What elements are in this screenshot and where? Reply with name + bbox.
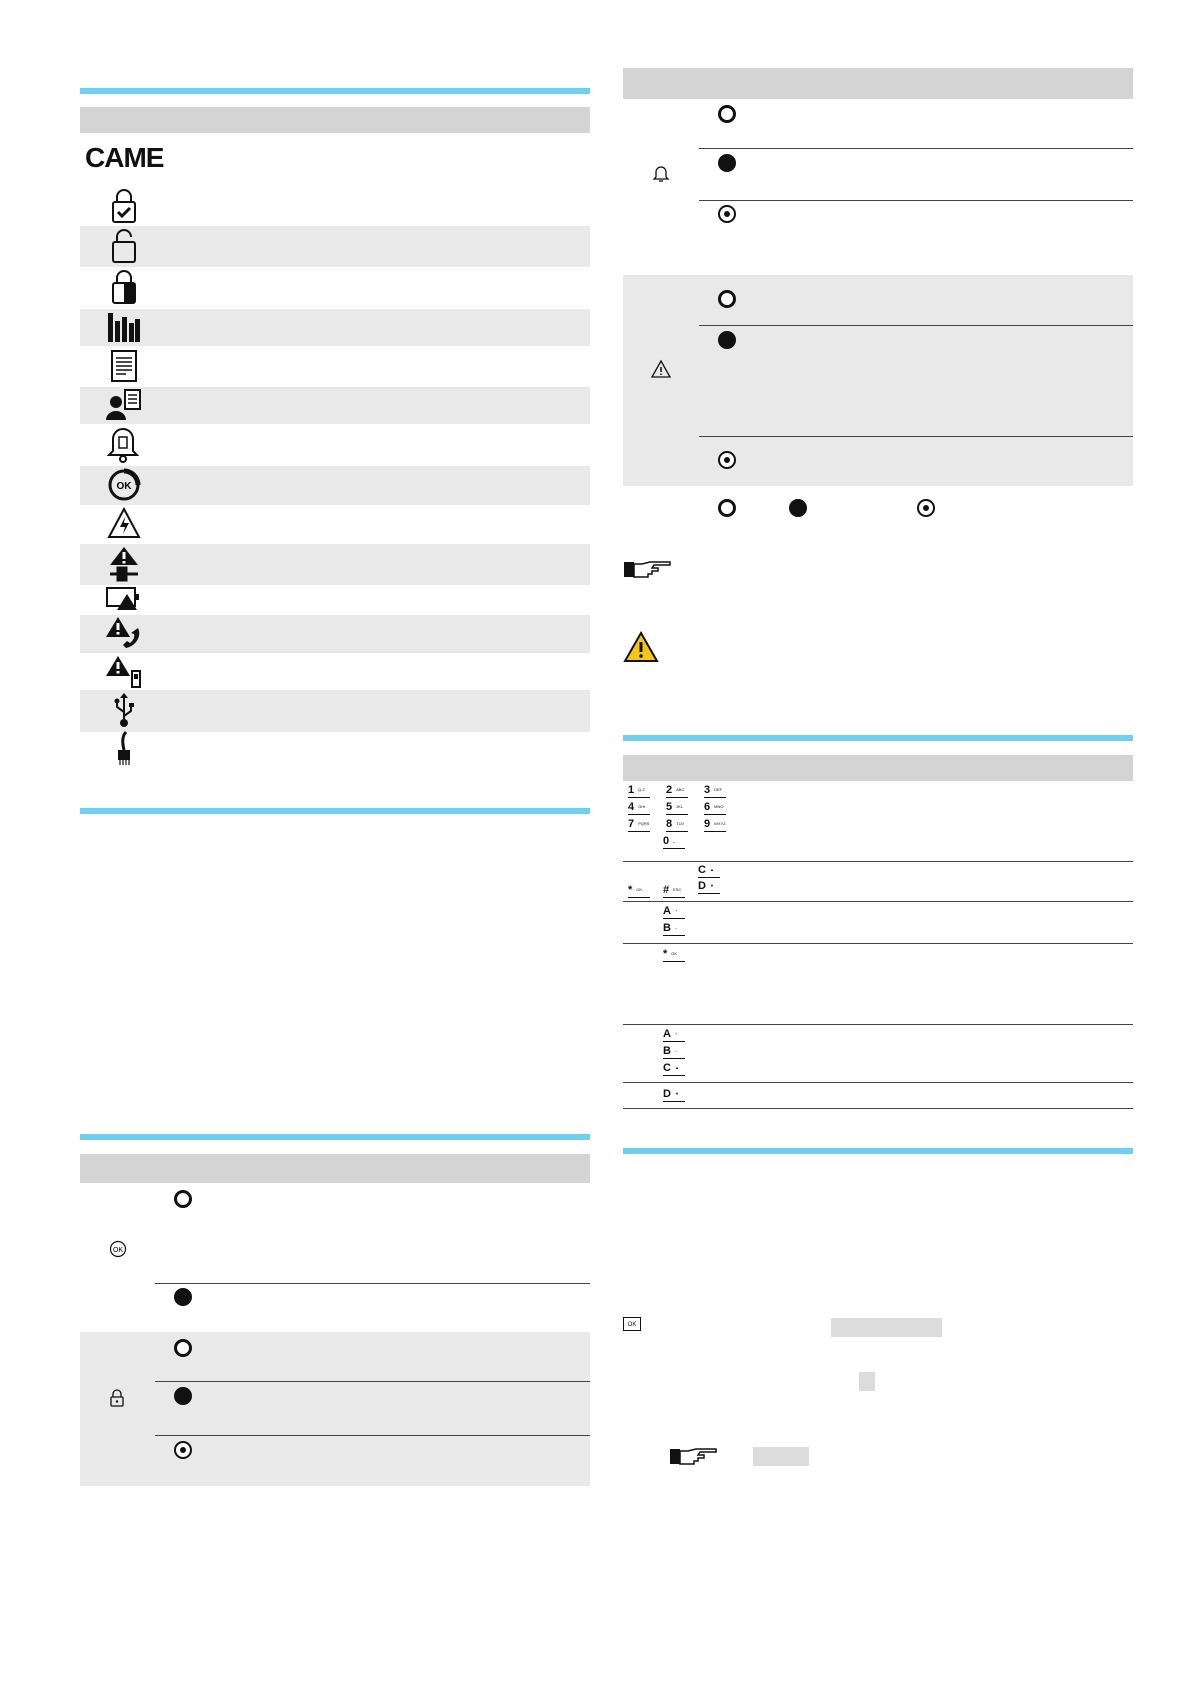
led-blink-icon xyxy=(718,205,736,223)
row-divider xyxy=(623,1024,1133,1025)
row-divider xyxy=(623,943,1133,944)
phone-warning-icon xyxy=(106,616,142,650)
navigation-keys xyxy=(628,864,738,900)
table-row xyxy=(80,544,590,585)
table-header xyxy=(623,755,1133,781)
led-off-icon xyxy=(718,499,736,517)
keypad-key-0 xyxy=(663,835,685,849)
led-on-icon xyxy=(174,1288,192,1306)
ok-key-label: OK xyxy=(627,1322,637,1328)
usb-icon xyxy=(112,692,136,728)
section-divider xyxy=(80,808,590,814)
section-divider xyxy=(80,1134,590,1140)
document-list-icon xyxy=(110,349,138,383)
key-label: 9 xyxy=(704,818,711,830)
key-label: 4 xyxy=(628,801,635,813)
table-row xyxy=(80,387,590,424)
key-label: D xyxy=(698,880,706,892)
ok-key xyxy=(628,948,738,968)
power-warning-icon xyxy=(107,507,141,539)
keypad-key-4 xyxy=(628,801,650,815)
keypad-key-5 xyxy=(666,801,688,815)
led-blink-icon xyxy=(174,1441,192,1459)
keypad-key-2 xyxy=(666,784,688,798)
row-divider xyxy=(623,861,1133,862)
row-divider xyxy=(623,1082,1133,1083)
table-header xyxy=(80,107,590,133)
came-logo: CAME xyxy=(85,142,164,173)
key-sublabel: ESC xyxy=(673,887,682,893)
key-sublabel: DEF xyxy=(714,787,723,793)
bar-chart-icon xyxy=(107,311,141,343)
led-on-icon xyxy=(789,499,807,517)
battery-warning-icon xyxy=(106,585,142,611)
table-header xyxy=(80,1154,590,1183)
key-sublabel: – xyxy=(674,1048,678,1054)
lock-check-icon xyxy=(110,188,138,224)
down-key xyxy=(628,1088,738,1108)
table-row xyxy=(80,226,590,267)
key-label: 0 xyxy=(663,835,670,847)
lock-half-icon xyxy=(110,269,138,305)
key-label: A xyxy=(663,905,671,917)
row-divider xyxy=(155,1435,590,1436)
keypad-key-D xyxy=(663,1088,685,1102)
pointing-hand-icon xyxy=(623,560,673,580)
key-sublabel: + xyxy=(674,1031,678,1037)
key-sublabel: ⎵ xyxy=(673,838,675,844)
key-sublabel: Q.Z xyxy=(638,787,645,793)
key-sublabel: OK xyxy=(636,887,643,893)
table-row xyxy=(80,309,590,346)
led-blink-icon xyxy=(917,499,935,517)
row-divider xyxy=(623,1108,1133,1109)
keypad-key-3 xyxy=(704,784,726,798)
key-sublabel: – xyxy=(674,925,678,931)
key-label: C xyxy=(698,864,706,876)
key-label: * xyxy=(663,948,668,960)
key-label: 6 xyxy=(704,801,711,813)
row-divider xyxy=(623,901,1133,902)
redacted-highlight xyxy=(859,1372,875,1391)
key-label: * xyxy=(628,884,633,896)
led-off-icon xyxy=(174,1339,192,1357)
key-sublabel: JKL xyxy=(676,804,684,810)
key-label: 7 xyxy=(628,818,635,830)
bell-icon xyxy=(652,163,670,183)
abc-keys xyxy=(628,1028,738,1080)
led-on-icon xyxy=(718,154,736,172)
keypad-key-D xyxy=(698,880,720,894)
key-sublabel: WXYZ xyxy=(714,821,726,827)
table-row xyxy=(80,690,590,732)
led-on-icon xyxy=(718,331,736,349)
plus-minus-keys xyxy=(628,905,738,941)
keypad-key-star xyxy=(628,884,650,898)
key-sublabel: ▼ xyxy=(709,883,714,889)
row-divider xyxy=(699,436,1133,437)
user-card-icon xyxy=(106,389,142,421)
keypad-key-1 xyxy=(628,784,650,798)
warning-icon xyxy=(650,359,672,379)
keypad-key-A xyxy=(663,905,685,919)
ok-circle-icon xyxy=(107,468,141,502)
keypad-key-A xyxy=(663,1028,685,1042)
section-divider xyxy=(623,1148,1133,1154)
lock-icon xyxy=(109,1389,125,1407)
key-sublabel: ▲ xyxy=(709,867,714,873)
key-label: B xyxy=(663,922,671,934)
keypad-key-9 xyxy=(704,818,726,832)
table-row xyxy=(623,275,1133,486)
key-sublabel: ▼ xyxy=(674,1091,679,1097)
key-label: 8 xyxy=(666,818,673,830)
keypad-key-hash xyxy=(663,884,685,898)
table-row xyxy=(80,1332,590,1486)
row-divider xyxy=(155,1381,590,1382)
key-sublabel: GHI xyxy=(638,804,646,810)
key-sublabel: MNO xyxy=(714,804,724,810)
redacted-highlight xyxy=(831,1318,942,1337)
key-label: B xyxy=(663,1045,671,1057)
key-label: 1 xyxy=(628,784,635,796)
table-row xyxy=(80,615,590,653)
key-sublabel: TUV xyxy=(676,821,685,827)
keypad-key-B xyxy=(663,1045,685,1059)
led-off-icon xyxy=(718,290,736,308)
keypad-key-6 xyxy=(704,801,726,815)
redacted-highlight xyxy=(753,1447,809,1466)
table-row xyxy=(80,466,590,505)
led-off-icon xyxy=(174,1190,192,1208)
key-sublabel: OK xyxy=(671,951,678,957)
caution-icon xyxy=(623,631,659,663)
key-label: 2 xyxy=(666,784,673,796)
key-label: C xyxy=(663,1062,671,1074)
key-sublabel: + xyxy=(674,908,678,914)
row-divider xyxy=(699,325,1133,326)
cable-icon xyxy=(112,730,136,766)
key-label: 5 xyxy=(666,801,673,813)
device-warning-icon xyxy=(106,655,142,689)
mains-fault-icon xyxy=(108,546,140,582)
keypad-key-star xyxy=(663,948,685,962)
keypad-key-C xyxy=(698,864,720,878)
key-label: D xyxy=(663,1088,671,1100)
key-sublabel: ▲ xyxy=(674,1065,679,1071)
row-divider xyxy=(699,148,1133,149)
lock-open-icon xyxy=(110,228,138,264)
alarm-bell-document-icon xyxy=(107,425,139,463)
keypad-key-8 xyxy=(666,818,688,832)
key-sublabel: ABC xyxy=(676,787,685,793)
led-off-icon xyxy=(718,105,736,123)
section-divider xyxy=(80,88,590,94)
key-label: # xyxy=(663,884,670,896)
key-sublabel: PQRS xyxy=(638,821,650,827)
row-divider xyxy=(155,1283,590,1284)
keypad-key-B xyxy=(663,922,685,936)
pointing-hand-icon xyxy=(669,1447,719,1467)
ok-icon xyxy=(109,1240,127,1258)
led-blink-icon xyxy=(718,451,736,469)
svg-text:OK: OK xyxy=(116,481,132,492)
numeric-keys xyxy=(628,784,738,850)
keypad-key-C xyxy=(663,1062,685,1076)
section-divider xyxy=(623,735,1133,741)
key-label: 3 xyxy=(704,784,711,796)
key-label: A xyxy=(663,1028,671,1040)
table-header xyxy=(623,68,1133,99)
ok-key-box xyxy=(623,1317,641,1331)
keypad-key-7 xyxy=(628,818,650,832)
svg-text:OK: OK xyxy=(112,1247,124,1254)
led-on-icon xyxy=(174,1387,192,1405)
row-divider xyxy=(699,200,1133,201)
